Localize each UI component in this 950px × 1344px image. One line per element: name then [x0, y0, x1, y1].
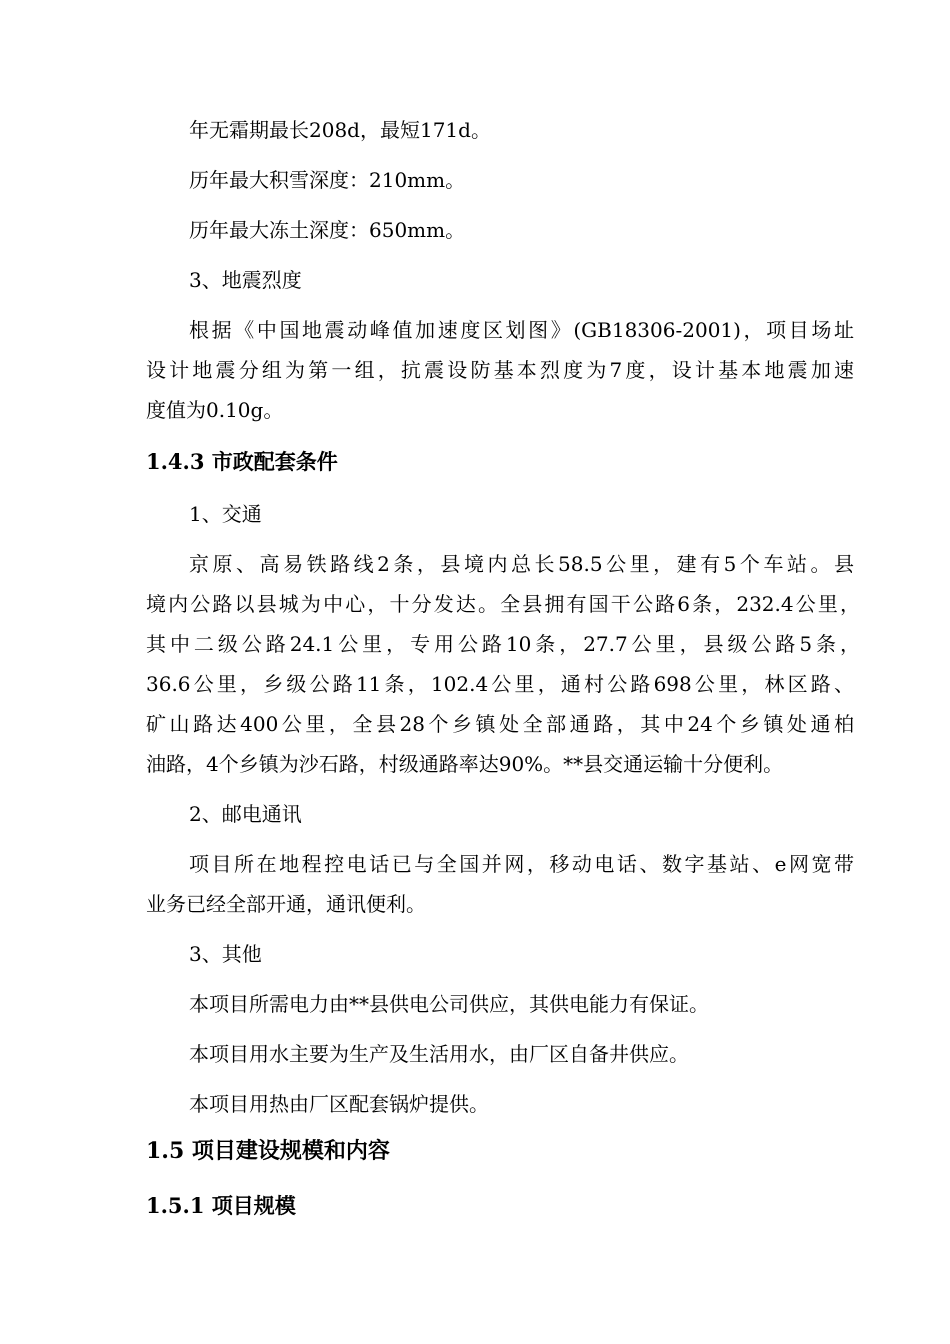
seismic-paragraph-line: 设计地震分组为第一组，抗震设防基本烈度为7度，设计基本地震加速 [146, 358, 854, 382]
telecom-heading: 2、邮电通讯 [189, 802, 302, 826]
traffic-paragraph-line: 36.6公里，乡级公路11条，102.4公里，通村公路698公里，林区路、 [146, 672, 854, 696]
section-heading-1-5-1: 1.5.1 项目规模 [146, 1193, 296, 1218]
water-supply-line: 本项目用水主要为生产及生活用水，由厂区自备井供应。 [189, 1042, 689, 1066]
snow-depth-line: 历年最大积雪深度：210mm。 [189, 168, 466, 192]
seismic-paragraph-line: 根据《中国地震动峰值加速度区划图》(GB18306-2001)，项目场址 [189, 318, 854, 342]
telecom-paragraph-line: 项目所在地程控电话已与全国并网，移动电话、数字基站、e网宽带 [189, 852, 854, 876]
frost-free-line: 年无霜期最长208d，最短171d。 [189, 118, 491, 142]
heat-supply-line: 本项目用热由厂区配套锅炉提供。 [189, 1092, 489, 1116]
other-heading: 3、其他 [189, 942, 262, 966]
traffic-paragraph-line: 油路，4个乡镇为沙石路，村级通路率达90%。**县交通运输十分便利。 [146, 752, 784, 776]
section-heading-1-4-3: 1.4.3 市政配套条件 [146, 449, 338, 474]
traffic-paragraph-line: 境内公路以县城为中心，十分发达。全县拥有国干公路6条，232.4公里， [146, 592, 860, 616]
traffic-paragraph-line: 其中二级公路24.1公里，专用公路10条，27.7公里，县级公路5条， [146, 632, 860, 656]
traffic-paragraph-line: 矿山路达400公里，全县28个乡镇处全部通路，其中24个乡镇处通柏 [146, 712, 854, 736]
frozen-soil-line: 历年最大冻土深度：650mm。 [189, 218, 466, 242]
traffic-heading: 1、交通 [189, 502, 262, 526]
section-heading-1-5: 1.5 项目建设规模和内容 [146, 1138, 390, 1164]
telecom-paragraph-line: 业务已经全部开通，通讯便利。 [146, 892, 426, 916]
seismic-paragraph-line: 度值为0.10g。 [146, 398, 284, 422]
power-supply-line: 本项目所需电力由**县供电公司供应，其供电能力有保证。 [189, 992, 709, 1016]
traffic-paragraph-line: 京原、高易铁路线2条，县境内总长58.5公里，建有5个车站。县 [189, 552, 854, 576]
seismic-heading: 3、地震烈度 [189, 268, 302, 292]
